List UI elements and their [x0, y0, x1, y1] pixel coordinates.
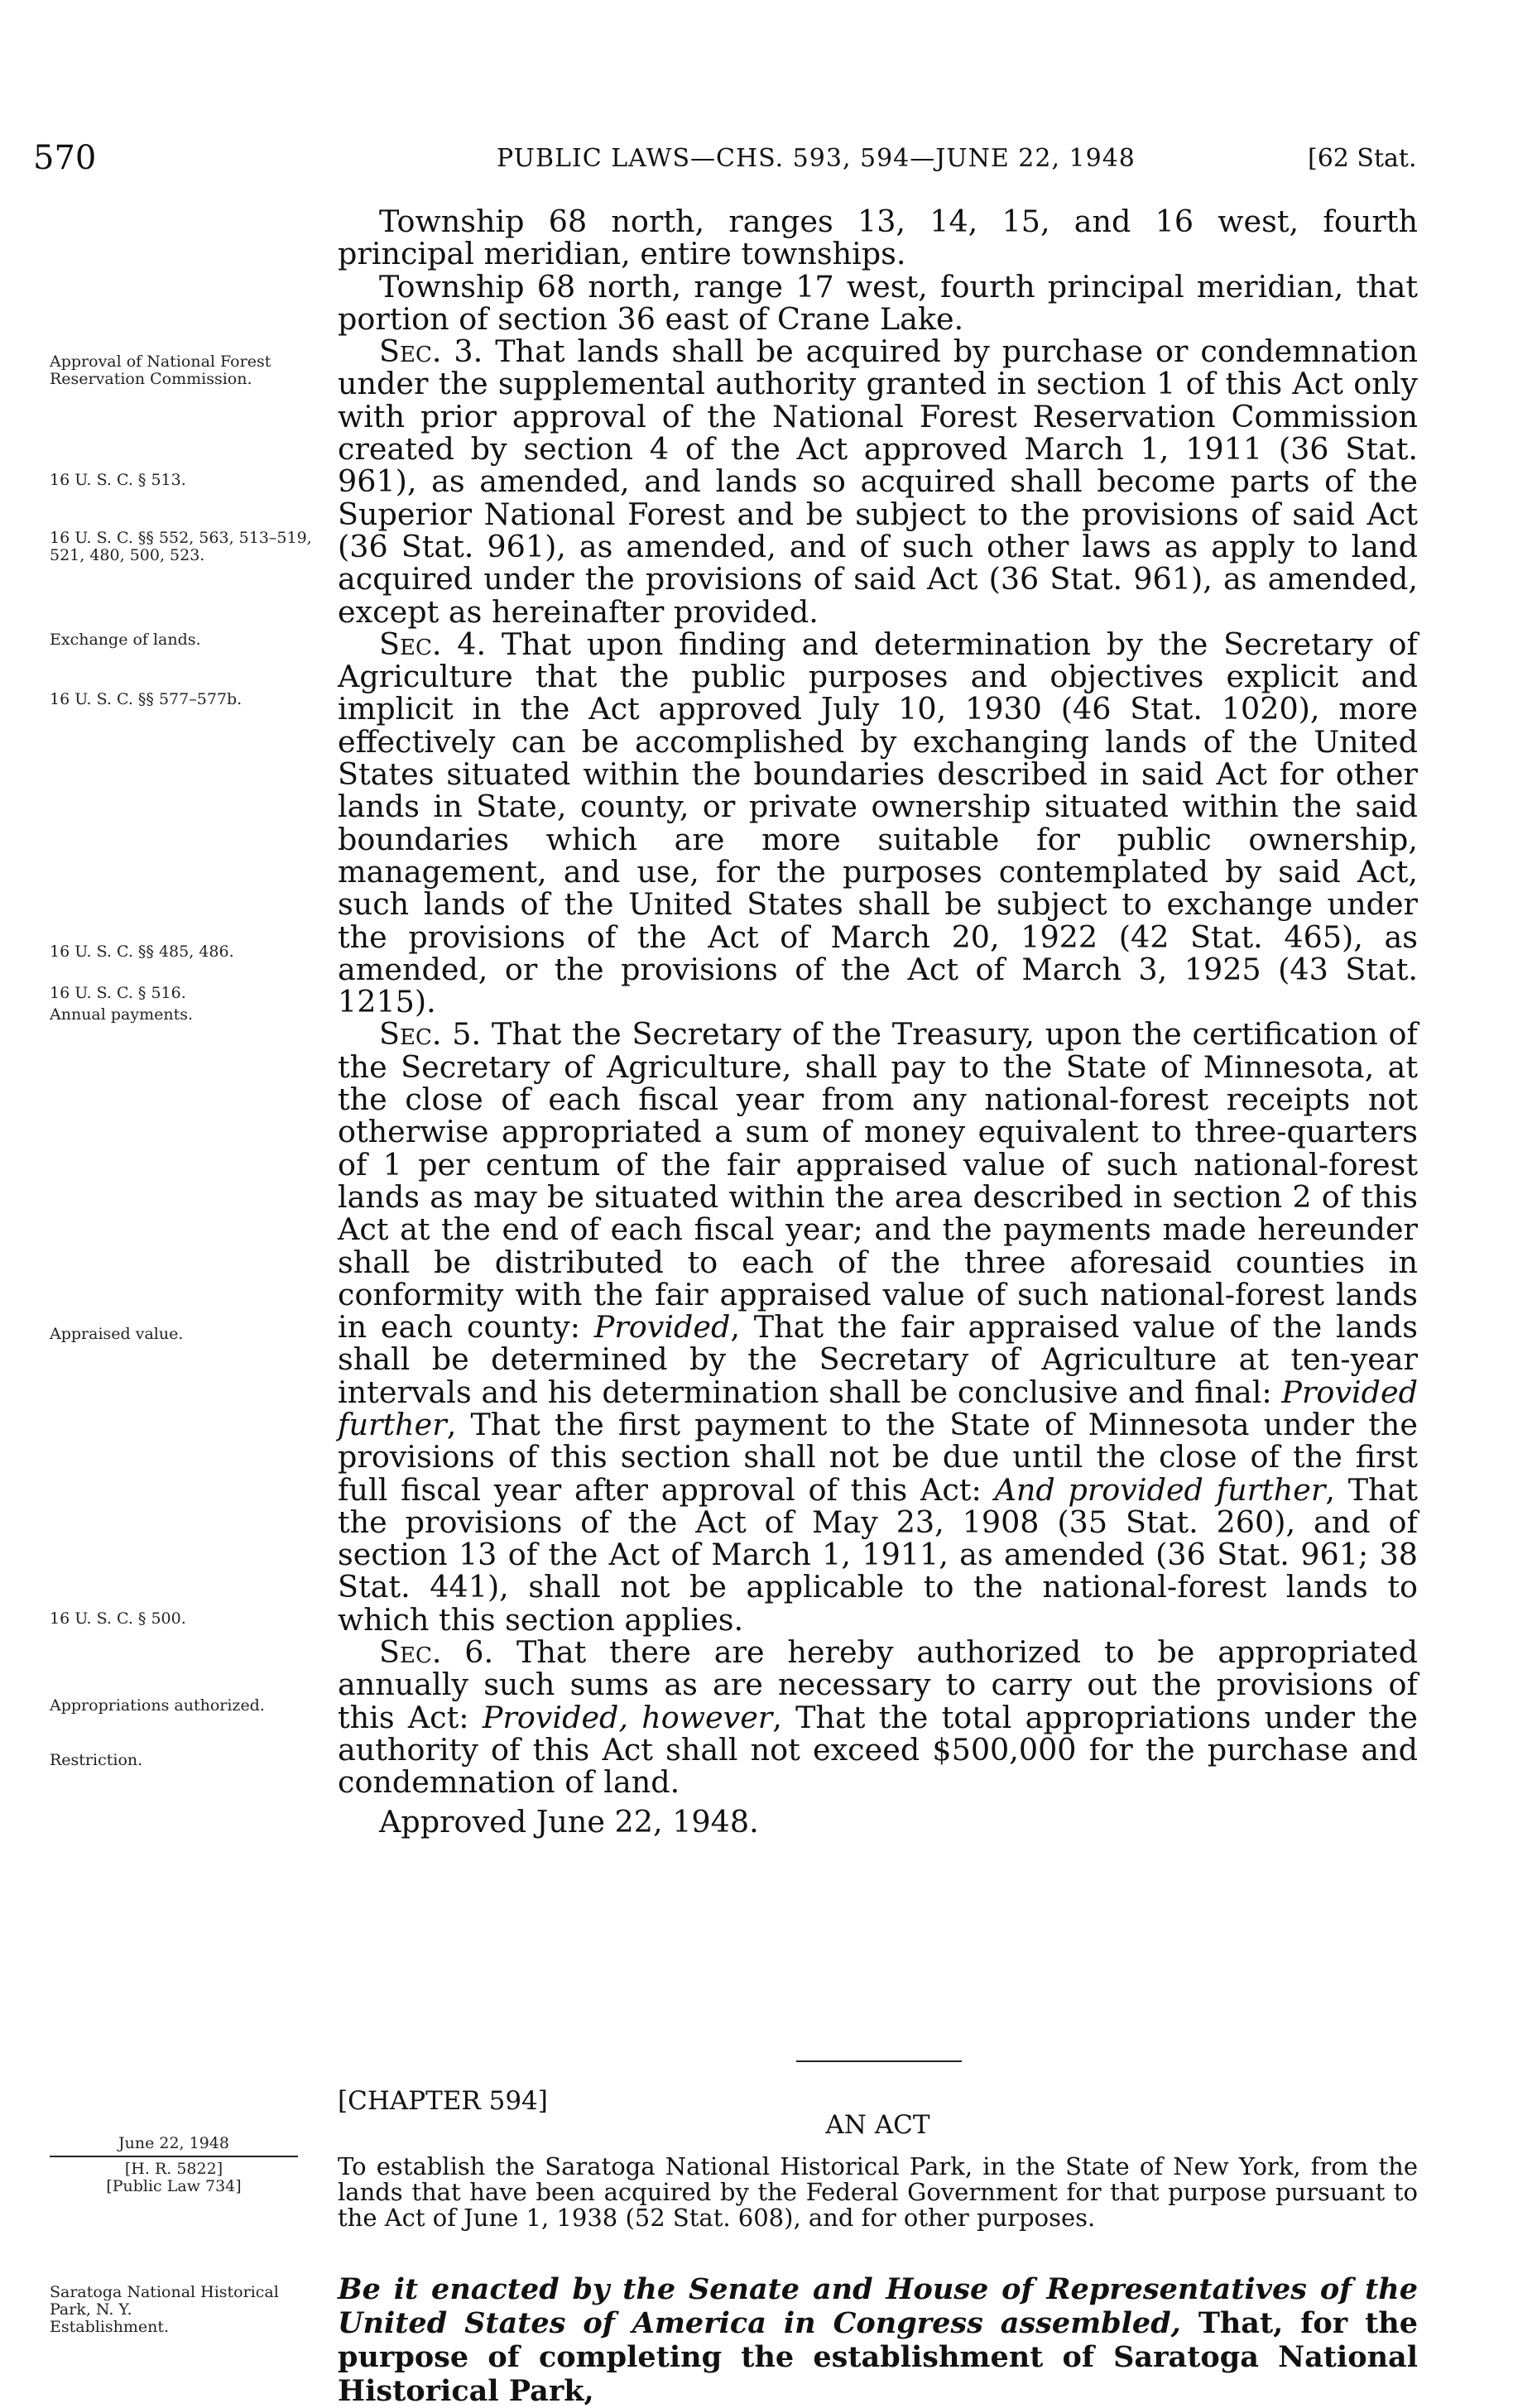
- margin-note-act-info: [50, 2135, 298, 2195]
- approval-date: Approved June 22, 1948.: [379, 1803, 759, 1840]
- margin-note-restriction: Restriction.: [50, 1751, 143, 1769]
- section-6: [338, 1634, 1418, 1801]
- section-5-text-b: , That the fair appraised value of the lands shall be determined by the Secretary of Agriculture at ten-year intervals and his determination shall be conclusive and final:: [338, 1309, 1418, 1410]
- section-5-text-a: That the Secretary of the Treasury, upon the certification of the Secretary of Agriculture, shall pay to the State of Minnesota, at the close of each fiscal year from any national-forest receipts not otherwise appropriated a sum of money equivalent to three-quarters of 1 per centum of the fair appraised value of such national-forest lands as may be situated within the area described in section 2 of this Act at the end of each fiscal year; and the payments made hereunder shall be distributed to each of the three aforesaid counties in conformity with the fair appraised value of such national-forest lands in each county:: [338, 1016, 1418, 1346]
- section-5-provided-further: Provided further: [338, 1374, 1418, 1442]
- margin-note-usc-513: 16 U. S. C. § 513.: [50, 471, 186, 489]
- margin-note-establishment: Establishment.: [50, 2318, 170, 2336]
- section-5-provided: Provided: [593, 1309, 731, 1346]
- margin-note-date: June 22, 1948: [118, 2134, 229, 2152]
- margin-note-bill-number: [H. R. 5822]: [124, 2160, 223, 2178]
- margin-note-saratoga: Saratoga National Historical Park, N. Y.: [50, 2283, 279, 2319]
- enacting-clause: [338, 2272, 1418, 2408]
- enacting-clause-italic: Be it enacted by the Senate and House of Representatives of the United States of America in Congress assembled,: [338, 2272, 1418, 2340]
- section-5-text-c: , That the first payment to the State of Minnesota under the provisions of this section shall not be due until the close of the first full fiscal year after approval of this Act:: [338, 1406, 1418, 1508]
- paragraph-township-ranges: Township 68 north, ranges 13, 14, 15, and 16 west, fourth principal meridian, entire townships.: [338, 204, 1418, 272]
- section-4-label: Sec. 4.: [379, 626, 487, 662]
- section-3: [338, 335, 1418, 628]
- an-act-heading: AN ACT: [825, 2110, 930, 2141]
- section-4-text: That upon finding and determination by the Secretary of Agriculture that the public purposes and objectives explicit and implicit in the Act approved July 10, 1930 (46 Stat. 1020), more effectively can be accomplished by exchanging lands of the United States situated within the boundaries described in said Act for other lands in State, county, or private ownership situated within the said boundaries which are more suitable for public ownership, management, and use, for the purposes contemplated by said Act, such lands of the United States shall be subject to exchange under the provisions of the Act of March 20, 1922 (42 Stat. 465), as amended, or the provisions of the Act of March 3, 1925 (43 Stat. 1215).: [338, 626, 1418, 1020]
- main-text-column: [338, 205, 1418, 1838]
- margin-note-approval: Approval of National Forest Reservation Commission.: [50, 353, 271, 388]
- chapter-594-block: [338, 2085, 1418, 2231]
- margin-note-public-law: [Public Law 734]: [106, 2177, 242, 2195]
- margin-note-appraised-value: Appraised value.: [50, 1325, 184, 1343]
- margin-note-exchange: Exchange of lands.: [50, 631, 201, 649]
- section-3-label: Sec. 3.: [379, 333, 483, 370]
- running-header: [0, 139, 1513, 180]
- margin-note-usc-552: 16 U. S. C. §§ 552, 563, 513–519, 521, 480, 500, 523.: [50, 529, 312, 564]
- enacting-clause-block: [338, 2272, 1418, 2408]
- margin-note-usc-485: 16 U. S. C. §§ 485, 486.: [50, 943, 234, 961]
- act-purpose: To establish the Saratoga National Historical Park, in the State of New York, from the lands that have been acquired by the Federal Government for that purpose pursuant to the Act of June 1, 1938 (52 Stat. 608), and for other purposes.: [338, 2151, 1418, 2232]
- chapter-separator-rule: [796, 2060, 962, 2062]
- section-6-text-b: , That the total appropriations under the authority of this Act shall not exceed $500,000 for the purchase and condemnation of land.: [338, 1699, 1418, 1801]
- section-5-and-provided-further: And provided further: [994, 1471, 1326, 1508]
- page-number: 570: [33, 139, 97, 177]
- section-6-text-a: That there are hereby authorized to be appropriated annually such sums as are necessary to carry out the provisions of this Act:: [338, 1634, 1418, 1735]
- section-3-text: That lands shall be acquired by purchase or condemnation under the supplemental authority granted in section 1 of this Act only with prior approval of the National Forest Reservation Commission created by section 4 of the Act approved March 1, 1911 (36 Stat. 961), as amended, and lands so acquired shall become parts of the Superior National Forest and be subject to the provisions of said Act (36 Stat. 961), as amended, and of such other laws as apply to land acquired under the provisions of said Act (36 Stat. 961), as amended, except as hereinafter provided.: [338, 333, 1418, 630]
- chapter-heading: [CHAPTER 594]: [338, 2086, 548, 2116]
- margin-note-annual-payments: Annual payments.: [50, 1005, 194, 1024]
- running-title: PUBLIC LAWS—CHS. 593, 594—JUNE 22, 1948: [497, 144, 1136, 173]
- paragraph-township-crane-lake: Township 68 north, range 17 west, fourth principal meridian, that portion of section 36 east of Crane Lake.: [338, 268, 1418, 337]
- enacting-clause-upright: That, for the purpose of completing the establishment of Saratoga National Historical Park,: [338, 2306, 1418, 2408]
- section-5-text-d: , That the provisions of the Act of May 23, 1908 (35 Stat. 260), and of section 13 of the Act of March 1, 1911, as amended (36 Stat. 961; 38 Stat. 441), shall not be applicable to the national-forest lands to which this section applies.: [338, 1471, 1418, 1638]
- margin-note-usc-516: 16 U. S. C. § 516.: [50, 984, 186, 1002]
- margin-note-usc-500: 16 U. S. C. § 500.: [50, 1609, 186, 1628]
- section-6-provided-however: Provided, however: [482, 1699, 773, 1735]
- section-4: [338, 628, 1418, 1019]
- section-6-label: Sec. 6.: [379, 1634, 494, 1671]
- margin-note-usc-577: 16 U. S. C. §§ 577–577b.: [50, 690, 243, 708]
- margin-note-appropriations: Appropriations authorized.: [50, 1696, 265, 1715]
- margin-note-divider: [50, 2156, 298, 2157]
- statute-reference: [62 Stat.: [1308, 144, 1417, 173]
- section-5: [338, 1018, 1418, 1636]
- section-5-label: Sec. 5.: [379, 1016, 482, 1053]
